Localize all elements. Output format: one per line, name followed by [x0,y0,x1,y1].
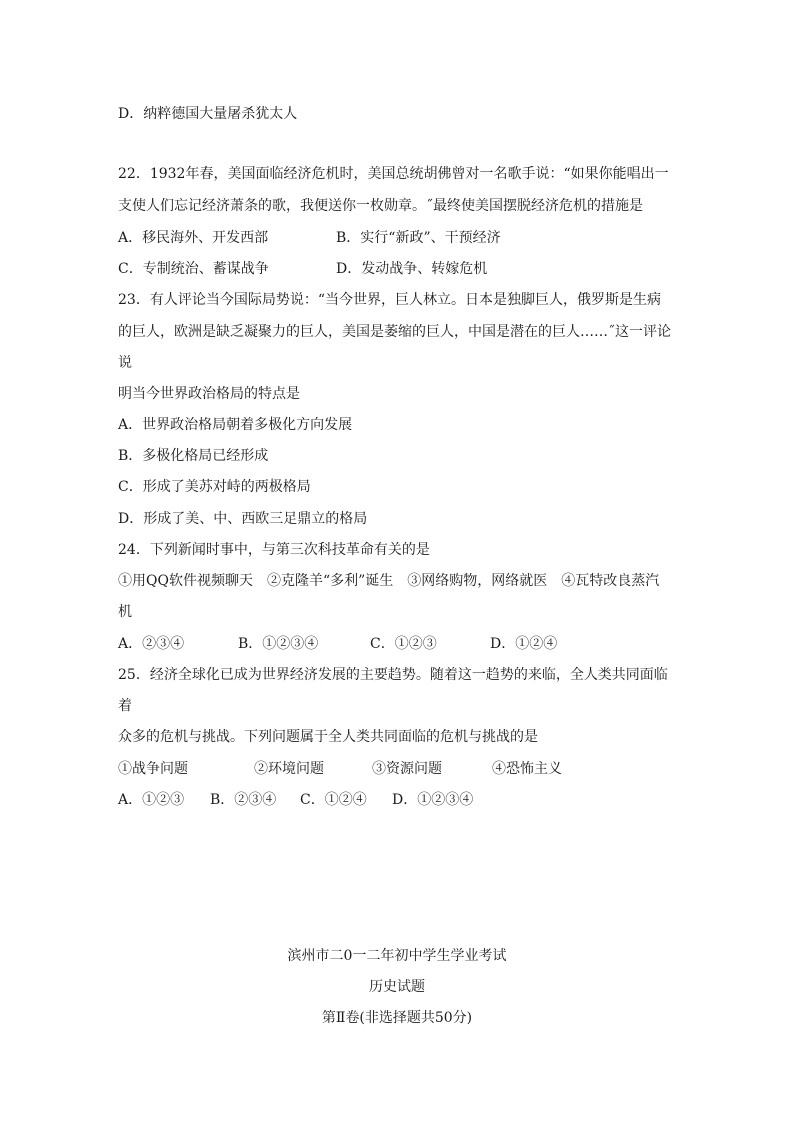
q23-stem-line-2: 的巨人，欧洲是缺乏凝聚力的巨人，美国是萎缩的巨人，中国是潜在的巨人……˝这一评论 [118,324,671,340]
q23-option-b: B．多极化格局已经形成 [118,448,269,464]
q24-option-d: D．①②④ [490,636,558,652]
q25-option-b: B．②③④ [210,792,277,808]
q24-option-a: A．②③④ [118,636,185,652]
q25-item-3: ③资源问题 [372,761,442,777]
q24-stem-line-1: 24．下列新闻时事中，与第三次科技革命有关的是 [118,542,430,558]
q25-stem-line-1: 25．经济全球化已成为世界经济发展的主要趋势。随着这一趋势的来临，全人类共同面临 [118,667,668,683]
q25-item-2: ②环境问题 [254,761,324,777]
q25-stem-line-2: 着 [118,698,132,714]
q22-stem-line-2: 支使人们忘记经济萧条的歌，我便送你一枚勋章。˝最终使美国摆脱经济危机的措施是 [118,198,643,214]
q25-option-c: C．①②④ [300,792,367,808]
q22-option-d: D．发动战争、转嫁危机 [336,261,488,277]
q23-option-c: C．形成了美苏对峙的两极格局 [118,479,311,495]
q24-option-b: B．①②③④ [238,636,319,652]
q22-option-b: B．实行“新政”、干预经济 [336,230,501,246]
q24-option-c: C．①②③ [370,636,437,652]
q23-option-a: A．世界政治格局朝着多极化方向发展 [118,417,353,433]
q22-option-a: A．移民海外、开发西部 [118,230,269,246]
q25-stem-line-3: 众多的危机与挑战。下列问题属于全人类共同面临的危机与挑战的是 [118,729,538,745]
q23-option-d: D．形成了美、中、西欧三足鼎立的格局 [118,511,368,527]
section-title: 第Ⅱ卷(非选择题共50分) [321,1010,473,1026]
exam-title: 滨州市二0一二年初中学生学业考试 [287,948,507,964]
q21-option-d: D．纳粹德国大量屠杀犹太人 [118,106,298,122]
q25-option-a: A．①②③ [118,792,185,808]
q23-stem-line-4: 明当今世界政治格局的特点是 [118,386,300,402]
subject-title: 历史试题 [369,979,425,995]
q22-stem-line-1: 22．1932年春，美国面临经济危机时，美国总统胡佛曾对一名歌手说：“如果你能唱出一 [118,166,669,182]
q24-items-line-2: 机 [118,604,132,620]
q25-item-1: ①战争问题 [118,761,188,777]
q23-stem-line-1: 23．有人评论当今国际局势说：“当今世界，巨人林立。日本是独脚巨人，俄罗斯是生病 [118,292,661,308]
q22-option-c: C．专制统治、蓄谋战争 [118,261,269,277]
q25-option-d: D．①②③④ [392,792,474,808]
q25-item-4: ④恐怖主义 [492,761,562,777]
q23-stem-line-3: 说 [118,355,132,371]
q24-items-line-1: ①用QQ软件视频聊天 ②克隆羊“多利”诞生 ③网络购物，网络就医 ④瓦特改良蒸汽 [118,573,660,589]
